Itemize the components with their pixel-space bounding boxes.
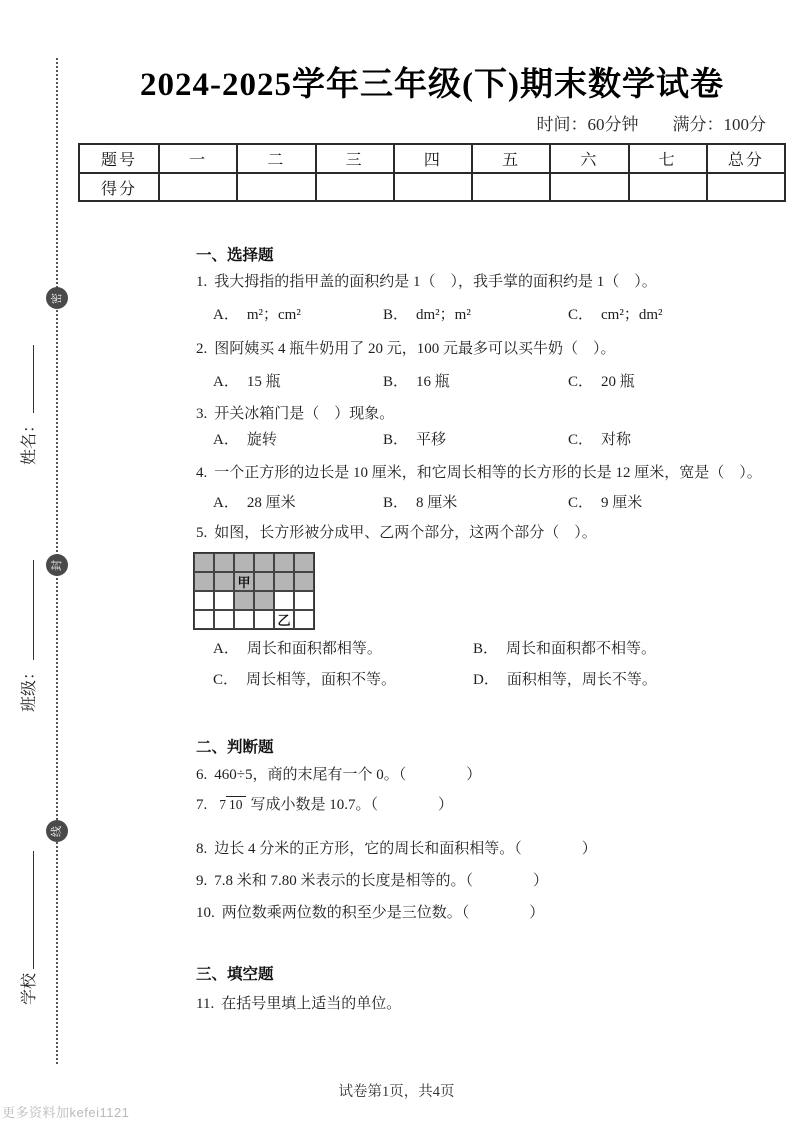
- name-label: 姓名：: [20, 416, 38, 465]
- name-blank-line: [20, 345, 34, 413]
- figure-cell: [194, 610, 214, 629]
- exam-meta: [78, 110, 786, 135]
- page-footer: 试卷第1页，共4页: [338, 1084, 455, 1100]
- figure-cell: [274, 553, 294, 572]
- figure-cell: [194, 591, 214, 610]
- question-text: 我大拇指的指甲盖的面积约是 1（ ），我手掌的面积约是 1（ ）。: [214, 274, 657, 290]
- option-text: cm²；dm²: [601, 307, 663, 323]
- question-2-options: [213, 370, 635, 391]
- option-c: [568, 303, 663, 324]
- option-text: 28 厘米: [246, 495, 296, 511]
- question-number: 11.: [196, 996, 215, 1012]
- question-text: 边长 4 分米的正方形，它的周长和面积相等。（ ）: [214, 841, 597, 857]
- figure-cell: [294, 610, 314, 629]
- question-1-options: [213, 303, 663, 324]
- option-label: A．: [213, 307, 239, 323]
- question-number: 5.: [196, 525, 208, 541]
- score-cell: [472, 173, 550, 201]
- option-a: [213, 370, 383, 391]
- figure-cell: [214, 572, 234, 591]
- option-text: 9 厘米: [601, 495, 643, 511]
- question-4: [196, 461, 762, 482]
- question-7: [196, 793, 453, 814]
- question-5-options-row2: [213, 668, 658, 689]
- question-text: 7.8 米和 7.80 米表示的长度是相等的。（ ）: [214, 873, 549, 889]
- figure-cell: 甲: [234, 572, 254, 591]
- score-cell: [629, 173, 707, 201]
- fraction-numerator: 7: [219, 797, 226, 813]
- question-number: 1.: [196, 274, 208, 290]
- option-label: C．: [213, 672, 239, 688]
- option-label: B．: [473, 641, 499, 657]
- figure-cell: [294, 591, 314, 610]
- question-number: 9.: [196, 873, 208, 889]
- seal-badge-xian: [46, 820, 68, 842]
- option-text: dm²；m²: [416, 307, 471, 323]
- seal-badge-mi: [46, 287, 68, 309]
- option-text: 对称: [601, 432, 632, 448]
- school-blank-line: [20, 851, 34, 969]
- question-10: [196, 901, 544, 922]
- question-number: 6.: [196, 767, 208, 783]
- score-table-score-row: [79, 173, 785, 201]
- score-cell: [159, 173, 237, 201]
- score-table-header-row: [79, 144, 785, 173]
- option-label: C．: [568, 432, 594, 448]
- option-label: A．: [213, 495, 239, 511]
- question-number: 3.: [196, 406, 208, 422]
- question-number: 2.: [196, 341, 208, 357]
- figure-cell: [194, 572, 214, 591]
- option-text: m²；cm²: [246, 307, 301, 323]
- option-text: 面积相等，周长不等。: [506, 672, 657, 688]
- option-a: [213, 637, 473, 658]
- option-c: [568, 370, 635, 391]
- section-heading-judge: 二、判断题: [196, 739, 274, 756]
- option-label: C．: [568, 374, 594, 390]
- score-cell: [707, 173, 785, 201]
- page-title: 2024-2025学年三年级(下)期末数学试卷: [140, 67, 724, 103]
- option-text: 16 瓶: [416, 374, 450, 390]
- class-field: [12, 545, 42, 712]
- section-heading-choice: 一、选择题: [196, 247, 274, 264]
- option-text: 15 瓶: [246, 374, 281, 390]
- question-2: [196, 337, 616, 358]
- score-header-cell: 六: [550, 144, 628, 173]
- figure-cell: 乙: [274, 610, 294, 629]
- option-a: [213, 428, 383, 449]
- question-number: 10.: [196, 905, 215, 921]
- question-1: [196, 270, 657, 291]
- question-number: 8.: [196, 841, 208, 857]
- question-text: 460÷5，商的末尾有一个 0。（ ）: [214, 767, 482, 783]
- seal-char: 封: [50, 559, 63, 571]
- class-label: 班级：: [20, 663, 38, 712]
- seal-char: 线: [50, 825, 63, 837]
- question-text: 如图，长方形被分成甲、乙两个部分，这两个部分（ ）。: [214, 525, 597, 541]
- watermark-text: 更多资料加kefei1121: [2, 1105, 130, 1120]
- score-row-label: 得分: [79, 173, 159, 201]
- option-c: [568, 428, 631, 449]
- school-field: [12, 833, 42, 1005]
- score-cell: [316, 173, 394, 201]
- score-cell: [394, 173, 472, 201]
- option-text: 8 厘米: [416, 495, 458, 511]
- option-label: D．: [473, 672, 499, 688]
- option-c: [213, 668, 473, 689]
- question-text: 图阿姨买 4 瓶牛奶用了 20 元，100 元最多可以买牛奶（ ）。: [214, 341, 616, 357]
- question-text: 开关冰箱门是（ ）现象。: [214, 406, 395, 422]
- option-label: A．: [213, 374, 239, 390]
- exam-time: 时间：60分钟: [536, 115, 639, 134]
- question-3: [196, 402, 394, 423]
- option-label: A．: [213, 641, 239, 657]
- score-header-cell: 四: [394, 144, 472, 173]
- score-table: [78, 143, 786, 202]
- option-b: [383, 491, 568, 512]
- figure-cell: [294, 572, 314, 591]
- figure-cell: [274, 591, 294, 610]
- figure-cell: [254, 610, 274, 629]
- option-b: [383, 303, 568, 324]
- fraction: [219, 798, 245, 812]
- question-11: [196, 992, 401, 1013]
- exam-full-score: 满分：100分: [672, 115, 766, 134]
- figure-cell: [234, 553, 254, 572]
- section-heading-fill: 三、填空题: [196, 966, 274, 983]
- option-text: 平移: [416, 432, 447, 448]
- score-header-cell: 总分: [707, 144, 785, 173]
- score-header-cell: 题号: [79, 144, 159, 173]
- school-label: 学校: [20, 972, 38, 1005]
- figure-cell: [254, 572, 274, 591]
- option-b: [383, 428, 568, 449]
- figure-cell: [254, 553, 274, 572]
- figure-cell: [274, 572, 294, 591]
- option-text: 周长相等，面积不等。: [246, 672, 397, 688]
- figure-cell: [234, 610, 254, 629]
- question-figure-grid: [193, 552, 315, 630]
- question-6: [196, 763, 481, 784]
- option-a: [213, 303, 383, 324]
- option-b: [383, 370, 568, 391]
- figure-cell: [254, 591, 274, 610]
- fraction-denominator: 10: [226, 796, 246, 812]
- question-8: [196, 837, 597, 858]
- option-text: 20 瓶: [601, 374, 635, 390]
- option-label: B．: [383, 307, 409, 323]
- score-header-cell: 五: [472, 144, 550, 173]
- question-text: 写成小数是 10.7。（ ）: [250, 797, 454, 813]
- question-9: [196, 869, 548, 890]
- figure-cell: [194, 553, 214, 572]
- seal-badge-feng: [46, 554, 68, 576]
- seal-char: 密: [50, 292, 63, 304]
- class-blank-line: [20, 560, 34, 660]
- option-text: 周长和面积都相等。: [246, 641, 382, 657]
- option-label: B．: [383, 374, 409, 390]
- score-cell: [237, 173, 315, 201]
- score-cell: [550, 173, 628, 201]
- option-text: 旋转: [246, 432, 277, 448]
- question-number: 7.: [196, 797, 208, 813]
- option-label: B．: [383, 495, 409, 511]
- option-c: [568, 491, 642, 512]
- figure-cell: [214, 591, 234, 610]
- figure-cell: [214, 553, 234, 572]
- option-label: B．: [383, 432, 409, 448]
- score-header-cell: 一: [159, 144, 237, 173]
- question-text: 在括号里填上适当的单位。: [221, 996, 402, 1012]
- figure-cell: [234, 591, 254, 610]
- question-5: [196, 521, 597, 542]
- figure-cell: [294, 553, 314, 572]
- question-5-options-row1: [213, 637, 658, 658]
- option-label: C．: [568, 307, 594, 323]
- score-header-cell: 二: [237, 144, 315, 173]
- option-label: C．: [568, 495, 594, 511]
- question-text: 一个正方形的边长是 10 厘米，和它周长相等的长方形的长是 12 厘米，宽是（ ）。: [214, 465, 762, 481]
- score-header-cell: 七: [629, 144, 707, 173]
- score-header-cell: 三: [316, 144, 394, 173]
- option-label: A．: [213, 432, 239, 448]
- name-field: [12, 330, 42, 465]
- option-b: [473, 637, 658, 658]
- question-3-options: [213, 428, 631, 449]
- question-4-options: [213, 491, 642, 512]
- question-text: 两位数乘两位数的积至少是三位数。（ ）: [221, 905, 545, 921]
- question-number: 4.: [196, 465, 208, 481]
- option-a: [213, 491, 383, 512]
- option-d: [473, 668, 658, 689]
- figure-cell: [214, 610, 234, 629]
- option-text: 周长和面积都不相等。: [506, 641, 657, 657]
